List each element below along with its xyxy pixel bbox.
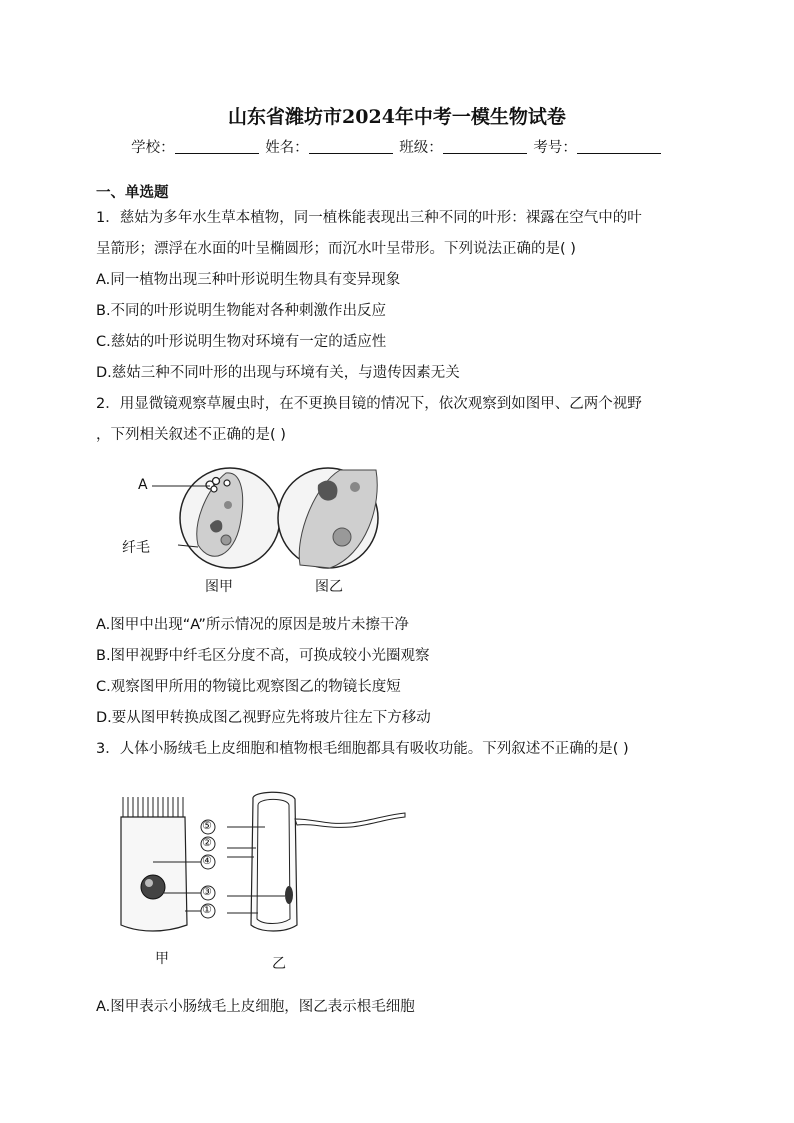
q2-option-d: D.要从图甲转换成图乙视野应先将玻片往左下方移动 <box>96 710 431 726</box>
label-cilia: 纤毛 <box>122 540 150 556</box>
school-blank[interactable] <box>175 139 259 154</box>
caption-jia: 甲 <box>155 951 169 967</box>
q1-stem-line2: 呈箭形；漂浮在水面的叶呈椭圆形；而沉水叶呈带形。下列说法正确的是( ) <box>96 241 576 257</box>
q2-stem-line1: 2．用显微镜观察草履虫时，在不更换目镜的情况下，依次观察到如图甲、乙两个视野 <box>96 396 642 412</box>
q2-option-c: C.观察图甲所用的物镜比观察图乙的物镜长度短 <box>96 679 401 695</box>
name-label: 姓名： <box>265 140 309 156</box>
vacuole-right <box>350 482 360 492</box>
root-hair-nucleus <box>285 886 293 904</box>
cell-comparison-figure <box>115 785 415 975</box>
number-label: 考号： <box>533 140 577 156</box>
q3-option-a: A.图甲表示小肠绒毛上皮细胞，图乙表示根毛细胞 <box>96 999 415 1015</box>
contractile-vacuole-left <box>221 535 231 545</box>
q1-option-d: D.慈姑三种不同叶形的出现与环境有关，与遗传因素无关 <box>96 365 460 381</box>
caption-right: 图乙 <box>315 579 343 595</box>
nucleolus <box>145 879 153 887</box>
q2-option-b: B.图甲视野中纤毛区分度不高，可换成较小光圈观察 <box>96 648 430 664</box>
label-a: A <box>138 477 148 493</box>
q1-option-a: A.同一植物出现三种叶形说明生物具有变异现象 <box>96 272 401 288</box>
page-title: 山东省潍坊市2024年中考一模生物试卷 <box>228 106 566 128</box>
class-label: 班级： <box>399 140 443 156</box>
q1-option-b: B.不同的叶形说明生物能对各种刺激作出反应 <box>96 303 387 319</box>
student-info-line <box>0 136 794 157</box>
epithelial-nucleus <box>141 875 165 899</box>
q1-option-c: C.慈姑的叶形说明生物对环境有一定的适应性 <box>96 334 387 350</box>
marker-5: ⑤ <box>202 819 212 832</box>
class-blank[interactable] <box>443 139 527 154</box>
contractile-vacuole-right <box>333 528 351 546</box>
root-hair-cell-membrane <box>257 799 290 923</box>
section-heading: 一、单选题 <box>96 185 169 201</box>
school-label: 学校： <box>131 140 175 156</box>
bubble-icon <box>213 478 220 485</box>
cell-svg <box>115 785 415 935</box>
name-blank[interactable] <box>309 139 393 154</box>
vacuole-left <box>224 501 232 509</box>
paramecium-figure <box>122 465 390 595</box>
epithelial-cell-body <box>121 817 187 931</box>
marker-1: ① <box>202 903 212 916</box>
bubble-icon <box>211 486 217 492</box>
caption-yi: 乙 <box>272 956 286 972</box>
q3-stem-line1: 3．人体小肠绒毛上皮细胞和植物根毛细胞都具有吸收功能。下列叙述不正确的是( ) <box>96 741 629 757</box>
microvilli <box>123 797 183 817</box>
root-hair-extension <box>295 813 405 827</box>
marker-4: ④ <box>202 854 212 867</box>
q2-stem-line2: ，下列相关叙述不正确的是( ) <box>96 427 286 443</box>
q2-option-a: A.图甲中出现“A”所示情况的原因是玻片未擦干净 <box>96 617 409 633</box>
q1-stem-line1: 1．慈姑为多年水生草本植物，同一植株能表现出三种不同的叶形：裸露在空气中的叶 <box>96 210 642 226</box>
number-blank[interactable] <box>577 139 661 154</box>
bubble-icon <box>224 480 230 486</box>
marker-2: ② <box>202 836 212 849</box>
marker-3: ③ <box>202 885 212 898</box>
paramecium-svg <box>130 465 390 595</box>
caption-left: 图甲 <box>205 579 233 595</box>
